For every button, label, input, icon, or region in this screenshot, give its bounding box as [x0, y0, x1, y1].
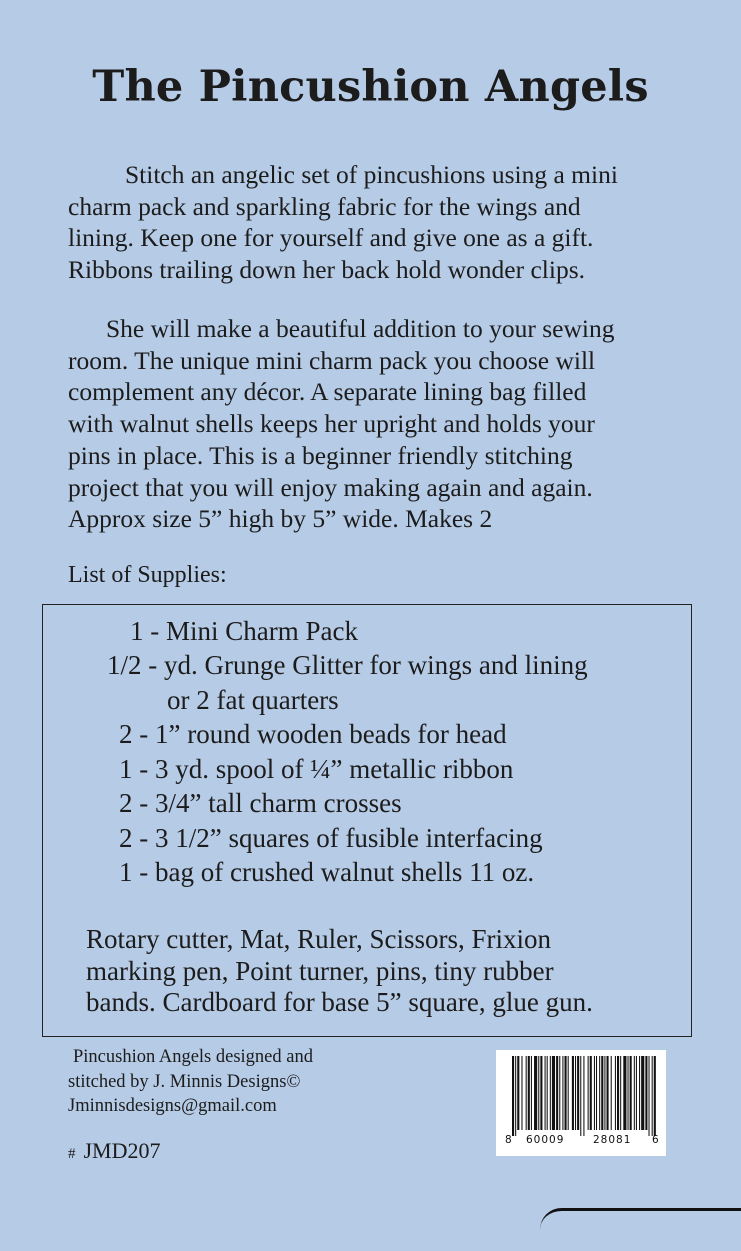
description-line: Ribbons trailing down her back hold wonder clips. [68, 255, 585, 285]
supply-item: 2 - 1” round wooden beads for head [119, 719, 507, 749]
description-line: project that you will enjoy making again and again. [68, 472, 593, 502]
supply-item: 1 - bag of crushed walnut shells 11 oz. [119, 857, 535, 887]
tools-line: bands. Cardboard for base 5” square, glue gun. [86, 987, 593, 1018]
description-line: room. The unique mini charm pack you choose will [68, 345, 596, 375]
barcode-digits-right: 28081 [593, 1134, 632, 1146]
supplies-box [42, 604, 692, 1037]
supply-item: or 2 fat quarters [167, 685, 339, 715]
barcode-digit-lead: 8 [505, 1134, 512, 1146]
description-line: Stitch an angelic set of pincushions using a mini [125, 160, 618, 189]
description-line: pins in place. This is a beginner friendly stitching [68, 440, 573, 470]
tools-list [86, 924, 686, 1019]
supply-item: 1 - Mini Charm Pack [130, 616, 358, 646]
hash-symbol: # [68, 1146, 76, 1162]
credit-line: Pincushion Angels designed and [73, 1047, 313, 1067]
supply-item: 1 - 3 yd. spool of ¼” metallic ribbon [119, 754, 514, 784]
credit-line: stitched by J. Minnis Designs© [68, 1071, 301, 1092]
barcode-digits-left: 60009 [526, 1134, 565, 1146]
description-line: She will make a beautiful addition to your sewing [106, 314, 615, 343]
credit-line: Jminnisdesigns@gmail.com [68, 1096, 277, 1116]
barcode-bars [496, 1050, 666, 1138]
description-line: complement any décor. A separate lining bag filled [68, 377, 587, 407]
barcode [496, 1050, 666, 1156]
tools-line: Rotary cutter, Mat, Ruler, Scissors, Frixion [86, 924, 552, 954]
description-paragraph-1 [68, 159, 718, 286]
page-corner-curve [540, 1208, 741, 1251]
description-line: lining. Keep one for yourself and give one as a gift. [68, 223, 594, 253]
description-line: charm pack and sparkling fabric for the wings and [68, 191, 581, 221]
designer-credit [68, 1045, 313, 1119]
supply-item: 1/2 - yd. Grunge Glitter for wings and lining [107, 650, 588, 680]
description-paragraph-2 [68, 313, 718, 535]
product-code-value: JMD207 [83, 1138, 161, 1163]
barcode-digit-check: 6 [652, 1134, 659, 1146]
page-title: The Pincushion Angels [92, 62, 649, 112]
description-line: with walnut shells keeps her upright and holds your [68, 409, 595, 439]
tools-line: marking pen, Point turner, pins, tiny rubber [86, 955, 554, 986]
supplies-heading: List of Supplies: [68, 562, 227, 588]
supply-item: 2 - 3 1/2” squares of fusible interfacing [119, 823, 543, 853]
description-line: Approx size 5” high by 5” wide. Makes 2 [68, 504, 493, 534]
supply-item: 2 - 3/4” tall charm crosses [119, 788, 402, 818]
product-code [68, 1138, 161, 1164]
